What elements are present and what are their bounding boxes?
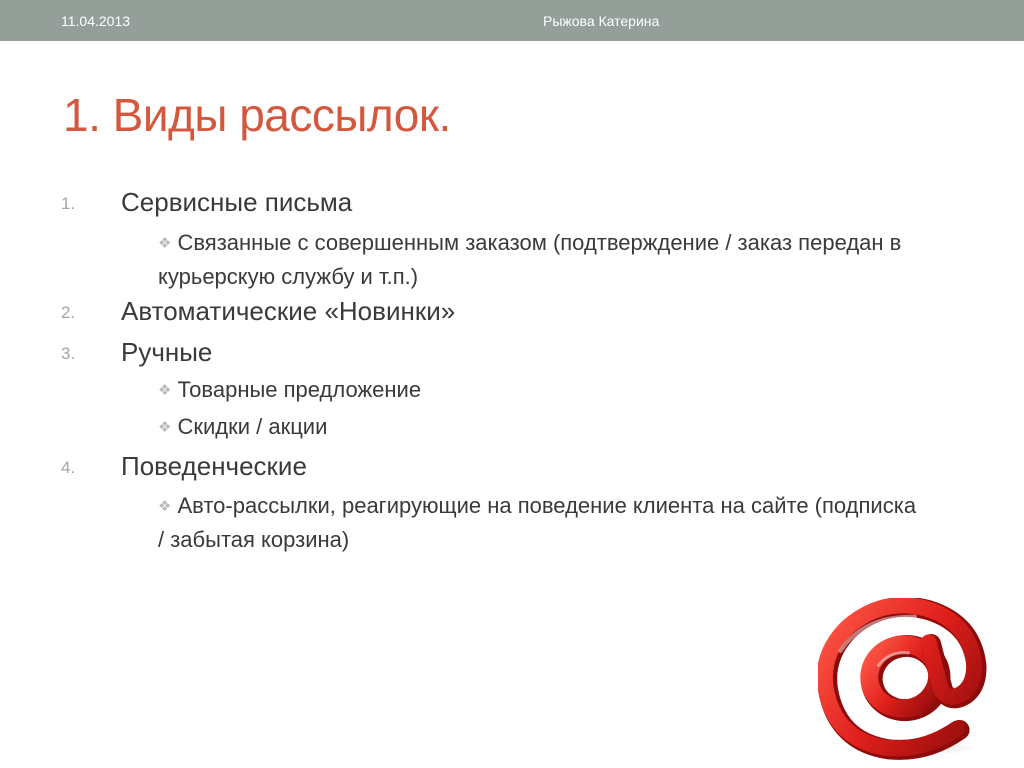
- list-item-text: Поведенческие: [121, 451, 307, 481]
- list-number: 3.: [61, 344, 76, 363]
- sub-item-text: Связанные с совершенным заказом (подтверждение / заказ передан в курьерскую службу и т.п.): [158, 230, 902, 289]
- list-item-text: Автоматические «Новинки»: [121, 296, 456, 326]
- header-date: 11.04.2013: [61, 13, 131, 29]
- diamond-bullet-icon: ❖: [158, 498, 172, 515]
- diamond-bullet-icon: ❖: [158, 382, 172, 399]
- list-number: 2.: [61, 303, 76, 322]
- diamond-bullet-icon: ❖: [158, 419, 172, 436]
- sub-list-item: [158, 489, 918, 556]
- sub-list-item: [158, 373, 918, 407]
- slide-title: 1. Виды рассылок.: [63, 89, 451, 141]
- sub-item-text: Скидки / акции: [177, 414, 328, 439]
- sub-item-text: Товарные предложение: [177, 377, 422, 402]
- list-number: 4.: [61, 458, 76, 477]
- sub-list-item: [158, 410, 918, 444]
- header-author: Рыжова Катерина: [543, 13, 660, 29]
- diamond-bullet-icon: ❖: [158, 235, 172, 252]
- list-number: 1.: [61, 194, 76, 213]
- list-item-text: Сервисные письма: [121, 187, 353, 217]
- sub-item-text: Авто-рассылки, реагирующие на поведение клиента на сайте (подписка / забытая корзина): [158, 493, 917, 552]
- list-item-text: Ручные: [121, 337, 213, 367]
- at-sign-icon: [818, 598, 993, 760]
- sub-list-item: [158, 226, 918, 293]
